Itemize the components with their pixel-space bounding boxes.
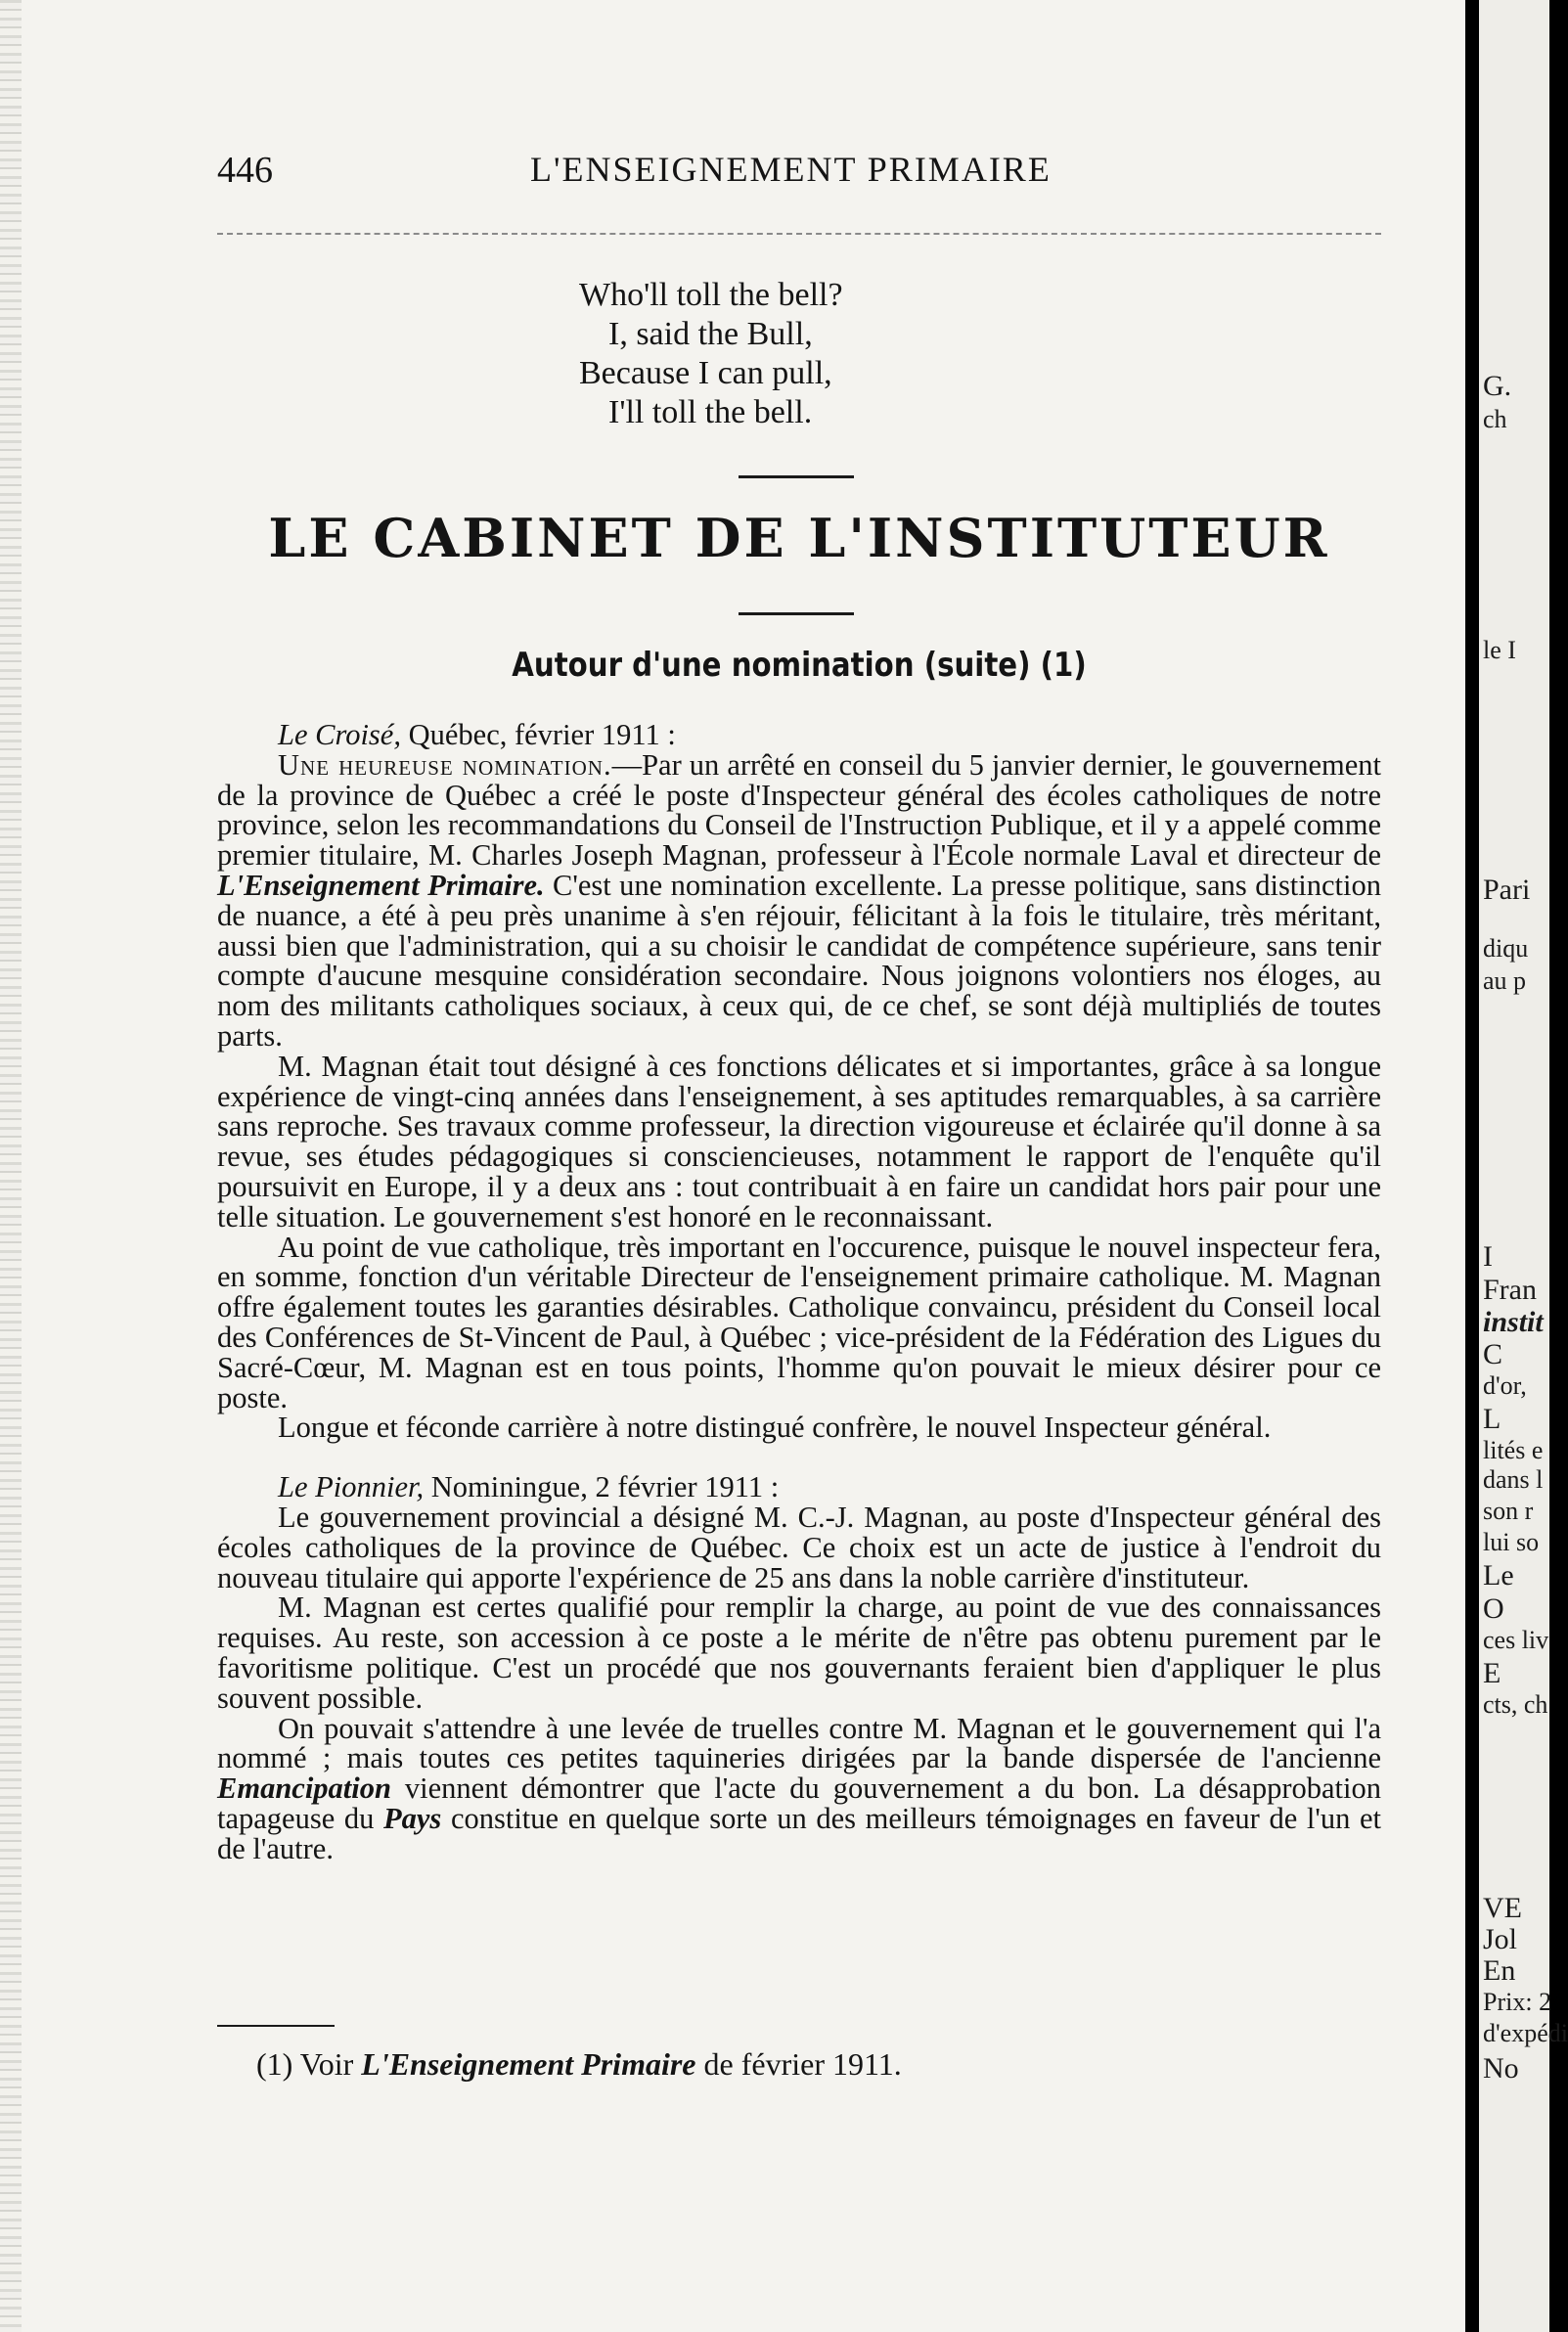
adjacent-fragment: En xyxy=(1483,1954,1516,1987)
footnote-text: de février 1911. xyxy=(695,2046,902,2082)
section-rule-bottom xyxy=(739,612,854,615)
paragraph: M. Magnan est certes qualifié pour remplir la charge, au point de vue des connaissances requises. Au reste, son accession à ce poste a le mérite de n'être pas obtenu purement par le favoritisme politique. C'est un procédé que nos gouvernants feraient bien d'appliquer le plus souvent possible. xyxy=(217,1591,1381,1715)
footnote xyxy=(256,2046,1332,2083)
adjacent-fragment: lui so xyxy=(1483,1528,1540,1556)
paragraph xyxy=(217,1711,1381,1865)
verse-block xyxy=(579,276,990,432)
journal-title: L'ENSEIGNEMENT PRIMAIRE xyxy=(530,150,1052,189)
adjacent-fragment: cts, ch xyxy=(1483,1690,1548,1719)
verse-line: Because I can pull, xyxy=(579,355,832,391)
verse-line: I'll toll the bell. xyxy=(608,394,813,430)
source-place-date: Québec, février 1911 : xyxy=(400,718,676,751)
adjacent-fragment: au p xyxy=(1483,966,1527,995)
adjacent-fragment: G. xyxy=(1483,370,1512,402)
footnote-reference: L'Enseignement Primaire xyxy=(361,2046,696,2082)
section-rule-top xyxy=(739,475,854,478)
paragraph xyxy=(217,747,1381,1053)
adjacent-fragment: Pari xyxy=(1483,874,1531,906)
verse-line: I, said the Bull, xyxy=(608,316,813,352)
newspaper-name: Pays xyxy=(383,1801,442,1835)
adjacent-fragment: dans l xyxy=(1483,1465,1544,1494)
adjacent-fragment: lités e xyxy=(1483,1436,1544,1464)
article-subtitle: Autour d'une nomination (suite) (1) xyxy=(512,646,1087,685)
section-title: LE CABINET DE L'INSTITUTEUR xyxy=(268,507,1330,569)
footnote-rule xyxy=(217,2025,335,2027)
adjacent-fragment: No xyxy=(1483,2052,1519,2085)
page-number: 446 xyxy=(217,150,273,191)
paragraph-text: On pouvait s'attendre à une levée de truelles contre M. Magnan et le gouvernement qui l'a nommé ; mais toutes ces petites taquineries dirigées par la bande dispersée de l'ancienne xyxy=(217,1711,1381,1775)
adjacent-page-edge xyxy=(1479,0,1568,2332)
footnote-marker: (1) Voir xyxy=(256,2046,362,2082)
adjacent-fragment: son r xyxy=(1483,1497,1534,1525)
adjacent-fragment: ch xyxy=(1483,405,1507,433)
adjacent-fragment: diqu xyxy=(1483,934,1529,963)
page-spine-edge xyxy=(0,0,22,2332)
paragraph-text: constitue en quelque sorte un des meilleurs témoignages en faveur de l'un et de l'autre. xyxy=(217,1801,1381,1865)
header-rule xyxy=(217,233,1381,235)
adjacent-fragment: C xyxy=(1483,1338,1503,1370)
verse-line: Who'll toll the bell? xyxy=(579,277,843,313)
adjacent-fragment: ces liv xyxy=(1483,1626,1549,1654)
journal-reference: L'Enseignement Primaire. xyxy=(217,868,545,902)
paragraph-text: viennent démontrer que l'acte du gouvernement a du bon. La désapprobation tapageuse du xyxy=(217,1771,1381,1835)
adjacent-fragment: instit xyxy=(1483,1306,1544,1338)
source-place-date: Nominingue, 2 février 1911 : xyxy=(424,1470,780,1504)
adjacent-fragment: d'expédi xyxy=(1483,2019,1568,2047)
newspaper-name: Emancipation xyxy=(217,1771,391,1806)
adjacent-fragment: d'or, xyxy=(1483,1371,1527,1400)
source-name: Le Pionnier, xyxy=(278,1470,425,1504)
adjacent-fragment: Le xyxy=(1483,1559,1514,1592)
paragraph-text: —Par un arrêté en conseil du 5 janvier dernier, le gouvernement de la province de Québec a créé le poste d'Inspecteur général des écoles catholiques de notre province, selon les recommandations du Conseil de l'Instruction Publique, et il y a appelé comme premier titulaire, M. Charles Joseph Magnan, professeur à l'École normale Laval et directeur de xyxy=(217,747,1381,873)
paragraph-text: C'est une nomination excellente. La presse politique, sans distinction de nuance, a été à peu près unanime à s'en réjouir, félicitant à la fois le titulaire, très méritant, aussi bien que l'administration, qui a su choisir le candidat de compétence supérieure, sans tenir compte d'aucune mesquine considération secondaire. Nous joignons volontiers nos éloges, au nom des militants catholiques sociaux, à ceux qui, de ce chef, se sont déjà multipliés de toutes parts. xyxy=(217,868,1381,1053)
adjacent-fragment: Prix: 2 xyxy=(1483,1988,1552,2016)
adjacent-fragment: O xyxy=(1483,1592,1504,1625)
source-name: Le Croisé, xyxy=(278,718,401,751)
paragraph: Au point de vue catholique, très important en l'occurence, puisque le nouvel inspecteur fera, en somme, fonction d'un véritable Directeur de l'enseignement primaire catholique. M. Magnan offre également toutes les garanties désirables. Catholique convaincu, président du Conseil local des Conférences de St-Vincent de Paul, à Québec ; vice-président de la Fédération des Ligues du Sacré-Cœur, M. Magnan est en tous points, l'homme qu'on pouvait le mieux désirer pour ce poste. xyxy=(217,1230,1381,1414)
paragraph: Le gouvernement provincial a désigné M. C.-J. Magnan, au poste d'Inspecteur général des écoles catholiques de la province de Québec. Ce choix est un acte de justice à l'endroit du nouveau titulaire qui apporte l'expérience de 25 ans dans la noble carrière d'instituteur. xyxy=(217,1500,1381,1594)
paragraph: M. Magnan était tout désigné à ces fonctions délicates et si importantes, grâce à sa longue expérience de vingt-cinq années dans l'enseignement, à ses aptitudes remarquables, à sa carrière sans reproche. Ses travaux comme professeur, la direction vigoureuse et éclairée qu'il donne à sa revue, ses études pédagogiques si consciencieuses, notamment le rapport de l'enquête qu'il poursuivit en Europe, il y a deux ans : tout contribuait à en faire un candidat hors pair pour une telle situation. Le gouvernement s'est honoré en le reconnaissant. xyxy=(217,1049,1381,1233)
source-line xyxy=(217,1472,1381,1502)
adjacent-fragment: Fran xyxy=(1483,1274,1537,1306)
source-line xyxy=(217,720,1381,750)
adjacent-fragment: Jol xyxy=(1483,1923,1518,1955)
article-body xyxy=(217,720,1381,1863)
adjacent-fragment: le I xyxy=(1483,636,1516,664)
adjacent-fragment: I xyxy=(1483,1240,1493,1273)
lead-in: Une heureuse nomination. xyxy=(278,747,612,782)
paragraph: Longue et féconde carrière à notre distingué confrère, le nouvel Inspecteur général. xyxy=(278,1411,1272,1445)
adjacent-fragment: VE xyxy=(1483,1892,1522,1924)
running-head xyxy=(217,149,1381,198)
adjacent-fragment: L xyxy=(1483,1403,1501,1435)
adjacent-fragment: E xyxy=(1483,1657,1501,1689)
